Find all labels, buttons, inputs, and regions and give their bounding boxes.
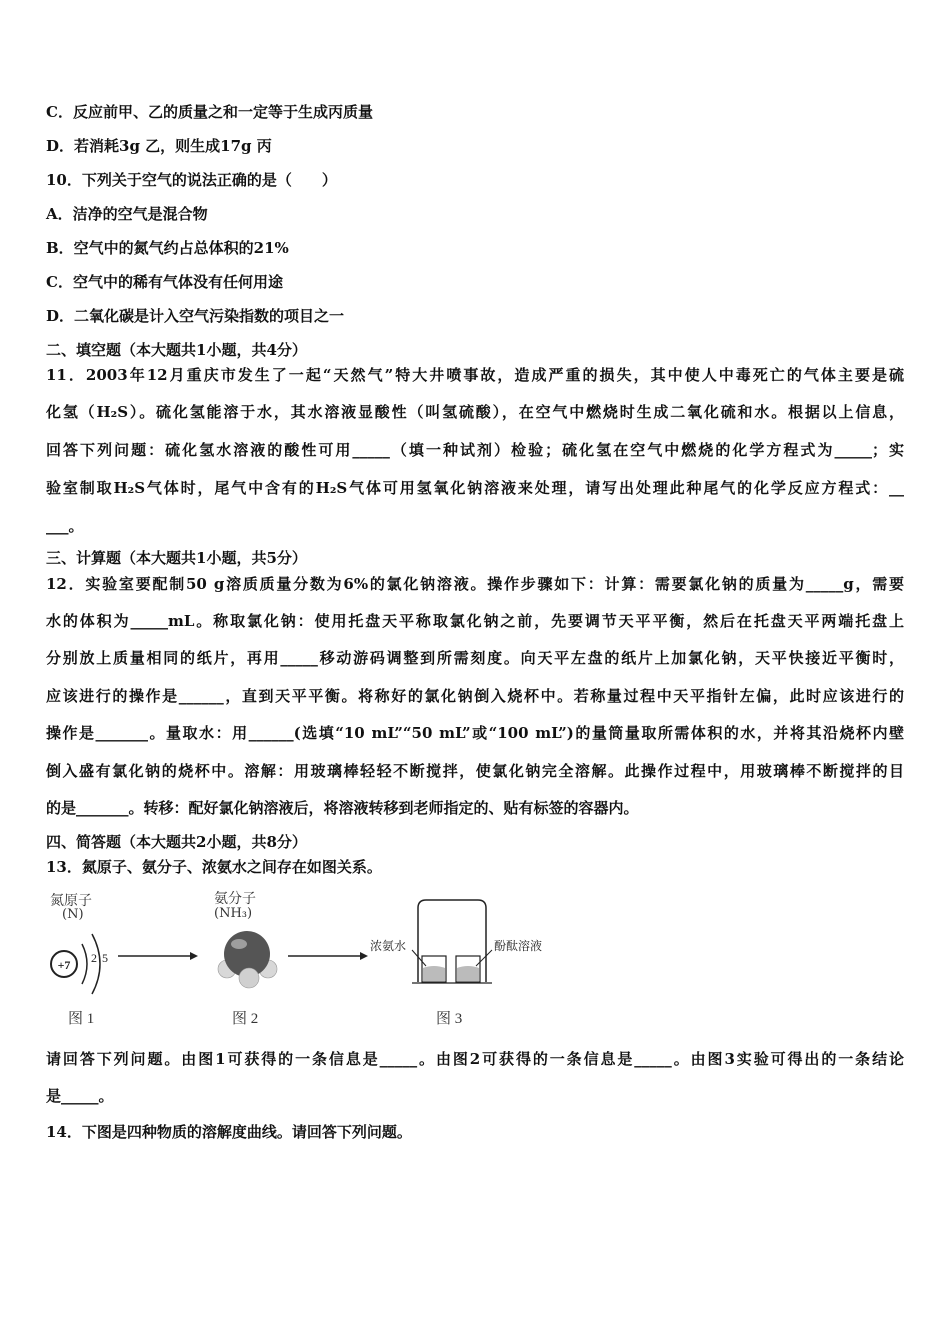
option-b-q10: B．空气中的氮气约占总体积的21% <box>46 239 289 257</box>
question-12-line-6: 倒入盛有氯化钠的烧杯中。溶解：用玻璃棒轻轻不断搅拌，使氯化钠完全溶解。此操作过程中，用玻璃棒不断搅拌的目 <box>46 762 904 780</box>
hydrogen-atom-3 <box>239 968 259 988</box>
question-13-figure <box>46 886 566 1036</box>
option-c-q10: C．空气中的稀有气体没有任何用途 <box>46 273 283 291</box>
fig2-caption: 图 2 <box>232 1011 259 1027</box>
section-4-heading: 四、简答题（本大题共2小题，共8分） <box>46 833 307 851</box>
question-12-line-1: 12．实验室要配制50 g溶质质量分数为6%的氯化钠溶液。操作步骤如下：计算：需要氯化钠的质量为_____g，需要 <box>46 575 904 593</box>
question-11-line-1: 11．2003年12月重庆市发生了一起“天然气”特大井喷事故，造成严重的损失，其中使人中毒死亡的气体主要是硫 <box>46 366 904 384</box>
question-12-line-4: 应该进行的操作是______，直到天平平衡。将称好的氯化钠倒入烧杯中。若称量过程中天平指针左偏，此时应该进行的 <box>46 687 904 705</box>
ammonia-diffusion-experiment <box>370 900 542 983</box>
fig1-symbol: (N) <box>62 907 84 922</box>
question-13-prompt-line-1: 请回答下列问题。由图1可获得的一条信息是_____。由图2可获得的一条信息是_____。由图3实验可得出的一条结论 <box>46 1050 904 1068</box>
fig1-title: 氮原子 <box>50 893 92 909</box>
right-label-leader <box>476 950 492 966</box>
ammonia-solution <box>423 966 445 981</box>
question-11-line-4: 验室制取H₂S气体时，尾气中含有的H₂S气体可用氢氧化钠溶液来处理，请写出处理此种尾气的化学反应方程式：__ <box>46 479 904 497</box>
question-11-line-3: 回答下列问题：硫化氢水溶液的酸性可用_____（填一种试剂）检验；硫化氢在空气中燃烧的化学方程式为_____；实 <box>46 441 904 459</box>
electron-shell-2-count: 5 <box>102 951 108 965</box>
question-13-stem: 13．氮原子、氨分子、浓氨水之间存在如图关系。 <box>46 858 382 876</box>
fig3-caption: 图 3 <box>436 1011 463 1027</box>
question-13-prompt-line-2: 是_____。 <box>46 1087 114 1105</box>
question-14-stem: 14．下图是四种物质的溶解度曲线。请回答下列问题。 <box>46 1123 412 1141</box>
question-12-line-2: 水的体积为_____mL。称取氯化钠：使用托盘天平称取氯化钠之前，先要调节天平平衡，然后在托盘天平两端托盘上 <box>46 612 904 630</box>
fig3-right-label: 酚酞溶液 <box>494 939 543 953</box>
sphere-highlight <box>231 939 247 949</box>
question-11-line-5: ___。 <box>46 517 84 535</box>
ammonia-molecule-model <box>218 931 277 988</box>
option-d-q10: D．二氧化碳是计入空气污染指数的项目之一 <box>46 307 345 325</box>
left-label-leader <box>412 950 426 966</box>
fig2-symbol: (NH₃) <box>214 906 253 921</box>
question-12-line-5: 操作是_______。量取水：用______(选填“10 mL”“50 mL”或“100 mL”)的量筒量取所需体积的水，并将其沿烧杯内壁 <box>46 724 904 742</box>
section-2-heading: 二、填空题（本大题共1小题，共4分） <box>46 341 307 359</box>
fig1-caption: 图 1 <box>68 1011 95 1027</box>
question-12-line-7: 的是_______。转移：配好氯化钠溶液后，将溶液转移到老师指定的、贴有标签的容器内。 <box>46 799 639 817</box>
figure-diagram-svg <box>46 886 566 1036</box>
phenolphthalein-solution <box>457 966 479 981</box>
arrow-2-head <box>360 952 368 960</box>
fig2-title: 氨分子 <box>214 891 256 907</box>
atom-nucleus-charge: +7 <box>57 958 71 972</box>
question-12-line-3: 分别放上质量相同的纸片，再用_____移动游码调整到所需刻度。向天平左盘的纸片上加氯化钠，天平快接近平衡时， <box>46 649 904 667</box>
arrow-1-head <box>190 952 198 960</box>
nitrogen-atom-diagram <box>51 934 108 994</box>
section-3-heading: 三、计算题（本大题共1小题，共5分） <box>46 549 307 567</box>
question-11-line-2: 化氢（H₂S）。硫化氢能溶于水，其水溶液显酸性（叫氢硫酸），在空气中燃烧时生成二氧化硫和水。根据以上信息， <box>46 403 904 421</box>
option-d-q9: D．若消耗3g 乙，则生成17g 丙 <box>46 137 272 155</box>
electron-shell-1-count: 2 <box>91 951 97 965</box>
fig3-left-label: 浓氨水 <box>370 939 407 953</box>
option-c-q9: C．反应前甲、乙的质量之和一定等于生成丙质量 <box>46 103 373 121</box>
question-10-stem: 10．下列关于空气的说法正确的是（ ） <box>46 171 337 189</box>
option-a-q10: A．洁净的空气是混合物 <box>46 205 208 223</box>
electron-shell-1-arc <box>82 944 87 984</box>
